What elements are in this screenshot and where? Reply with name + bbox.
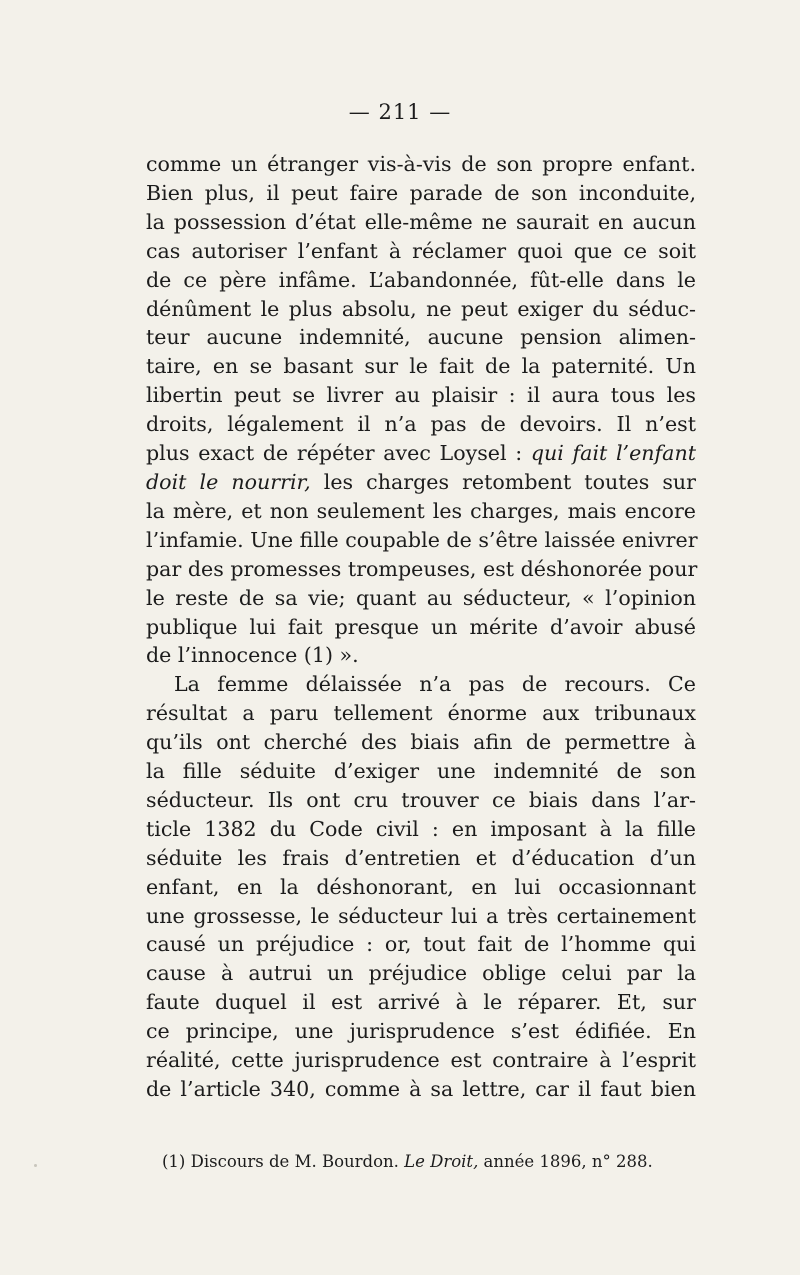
text-line: plus exact de répéter avec Loysel : qui fait l’enfant [146, 441, 696, 466]
text-line: de ce père infâme. L’abandonnée, fût-elle dans le [146, 267, 696, 292]
text-line: la mère, et non seulement les charges, mais encore [146, 498, 696, 523]
text-line: droits, légalement il n’a pas de devoirs. Il n’est [146, 412, 696, 437]
text-line: dénûment le plus absolu, ne peut exiger du séduc- [146, 296, 696, 321]
text-line: une grossesse, le séducteur lui a très certainement [146, 903, 696, 928]
text-line: La femme délaissée n’a pas de recours. Ce [174, 672, 696, 697]
text-line: libertin peut se livrer au plaisir : il aura tous les [146, 383, 696, 408]
text-line: qu’ils ont cherché des biais afin de permettre à [146, 730, 696, 755]
text-line: la possession d’état elle-même ne saurait en aucun [146, 209, 696, 234]
text-line: doit le nourrir, les charges retombent toutes sur [146, 469, 697, 494]
text-line: la fille séduite d’exiger une indemnité de son [146, 759, 696, 784]
text-line: résultat a paru tellement énorme aux tribunaux [146, 701, 696, 726]
body-text [146, 150, 696, 1104]
footnote-marker: (1) [162, 1152, 186, 1171]
paper-speck [34, 1164, 37, 1167]
text-line: causé un préjudice : or, tout fait de l’homme qui [146, 932, 696, 957]
text-line: ce principe, une jurisprudence s’est édifiée. En [146, 1019, 696, 1044]
text-line: séduite les frais d’entretien et d’éducation d’un [146, 845, 696, 870]
text-line: le reste de sa vie; quant au séducteur, « l’opinion [146, 585, 696, 610]
italic-quote: qui fait l’enfant [530, 441, 696, 466]
italic-quote: doit le nourrir, [146, 469, 311, 494]
text-line: réalité, cette jurisprudence est contraire à l’esprit [146, 1048, 696, 1073]
text-line: Bien plus, il peut faire parade de son inconduite, [146, 180, 696, 205]
text-line: enfant, en la déshonorant, en lui occasionnant [146, 874, 696, 899]
page-number: — 211 — [348, 100, 452, 124]
text-line: de l’innocence (1) ». [146, 643, 359, 668]
text-line: ticle 1382 du Code civil : en imposant à la fille [146, 816, 696, 841]
text-line: l’infamie. Une fille coupable de s’être laissée enivrer [146, 527, 698, 552]
text-line: par des promesses trompeuses, est déshonorée pour [146, 556, 698, 581]
text-line: comme un étranger vis-à-vis de son propre enfant. [146, 152, 696, 176]
footnote-italic: Le Droit, [404, 1152, 479, 1171]
text-line: de l’article 340, comme à sa lettre, car il faut bien [146, 1077, 696, 1101]
footnote: (1) Discours de M. Bourdon. Le Droit, année 1896, n° 288. [162, 1152, 653, 1171]
text-line: publique lui fait presque un mérite d’avoir abusé [146, 614, 696, 639]
text-line: faute duquel il est arrivé à le réparer. Et, sur [146, 990, 696, 1015]
text-line: cause à autrui un préjudice oblige celui par la [146, 961, 696, 986]
text-line: taire, en se basant sur le fait de la paternité. Un [146, 354, 696, 379]
text-line: séducteur. Ils ont cru trouver ce biais dans l’ar- [146, 787, 696, 812]
text-line: teur aucune indemnité, aucune pension alimen- [146, 325, 696, 350]
text-line: cas autoriser l’enfant à réclamer quoi que ce soit [146, 238, 696, 263]
